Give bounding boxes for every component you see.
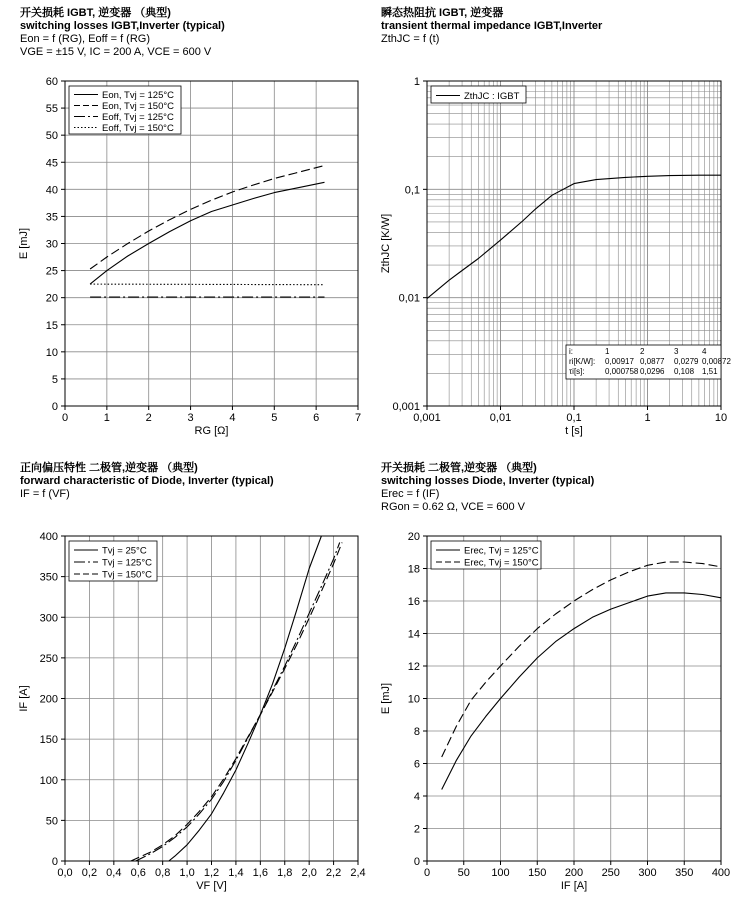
- chart-panel-2: [370, 0, 740, 455]
- y-tick-label: 0,001: [392, 401, 420, 413]
- y-tick-label: 45: [45, 157, 58, 170]
- x-tick-label: 100: [491, 867, 510, 879]
- x-tick-label: 0,6: [130, 867, 146, 879]
- x-tick-label: 2,4: [350, 867, 366, 879]
- y-tick-label: 400: [39, 531, 58, 543]
- x-tick-label: 0: [61, 412, 69, 424]
- params-table-cell: 0,00917: [605, 357, 634, 366]
- legend-label: Tvj = 125°C: [102, 557, 153, 569]
- y-tick-label: 0: [51, 401, 58, 413]
- y-tick-label: 35: [45, 211, 58, 224]
- y-tick-label: 150: [39, 734, 58, 747]
- y-tick-label: 20: [45, 292, 58, 305]
- grid: [65, 536, 358, 861]
- legend: [69, 541, 157, 581]
- x-tick-label: 1: [644, 412, 651, 424]
- y-tick-label: 12: [407, 661, 420, 673]
- header-line: VGE = ±15 V, IC = 200 A, VCE = 600 V: [20, 46, 212, 58]
- legend-label: Eoff, Tvj = 150°C: [102, 123, 174, 134]
- x-tick-label: 150: [528, 867, 547, 879]
- y-tick-label: 5: [51, 373, 58, 386]
- x-tick-label: 6: [313, 412, 320, 424]
- legend: [431, 541, 541, 569]
- x-tick-label: 3: [187, 412, 194, 424]
- series-line-2: [90, 166, 324, 270]
- x-tick-label: 5: [271, 412, 278, 424]
- y-tick-label: 14: [407, 628, 420, 641]
- header-line: transient thermal impedance IGBT,Inverter: [381, 20, 603, 32]
- y-tick-label: 30: [45, 238, 58, 251]
- header-line: switching losses Diode, Inverter (typical): [381, 475, 595, 487]
- params-table-cell: 0,000758: [605, 367, 639, 376]
- x-tick-label: 0,01: [489, 412, 512, 424]
- y-tick-label: 250: [39, 652, 58, 665]
- y-tick-label: 100: [39, 774, 58, 787]
- y-axis-label: ZthJC [K/W]: [380, 213, 392, 274]
- x-tick-label: 4: [229, 412, 236, 424]
- series-line-2: [442, 562, 721, 757]
- params-table-cell: i:: [569, 347, 573, 356]
- legend-label: Tvj = 25°C: [102, 545, 147, 557]
- y-tick-label: 20: [407, 531, 420, 543]
- y-tick-label: 16: [407, 596, 420, 608]
- x-tick-label: 0,4: [106, 867, 122, 879]
- x-tick-label: 0,8: [155, 867, 171, 879]
- legend-label: Eoff, Tvj = 125°C: [102, 112, 174, 123]
- x-tick-label: 1,0: [179, 867, 195, 879]
- y-tick-label: 6: [413, 758, 420, 771]
- y-tick-label: 0: [51, 856, 58, 868]
- y-tick-label: 4: [413, 791, 420, 803]
- x-tick-label: 0,1: [566, 412, 582, 424]
- params-table-cell: 1,51: [702, 367, 718, 376]
- header-line: Eon = f (RG), Eoff = f (RG): [20, 33, 151, 45]
- chart-svg-4: [370, 455, 740, 910]
- y-tick-label: 10: [45, 346, 58, 359]
- legend: [69, 86, 181, 134]
- x-tick-label: 2,2: [325, 867, 342, 879]
- y-tick-label: 55: [45, 103, 58, 116]
- series-line-1: [90, 182, 324, 284]
- params-table-cell: 0,0296: [640, 367, 665, 376]
- params-table-cell: 0,108: [674, 367, 695, 376]
- y-tick-label: 2: [413, 823, 420, 836]
- y-tick-label: 25: [45, 265, 58, 278]
- legend: [431, 86, 526, 103]
- x-tick-label: 1: [103, 412, 110, 424]
- y-tick-label: 0: [413, 856, 420, 868]
- x-tick-label: 0,0: [57, 867, 73, 879]
- x-tick-label: 50: [457, 867, 470, 879]
- x-tick-label: 0,001: [413, 412, 441, 424]
- legend-label: Erec, Tvj = 125°C: [464, 545, 539, 557]
- chart-panel-3: [0, 455, 370, 910]
- params-table-cell: τi[s]:: [569, 367, 585, 376]
- grid: [427, 536, 721, 861]
- chart-panel-1: [0, 0, 370, 455]
- x-tick-label: 2: [145, 412, 152, 424]
- params-table: [566, 345, 731, 379]
- x-tick-label: 250: [601, 867, 620, 879]
- y-axis-label: E [mJ]: [380, 682, 392, 715]
- x-tick-label: 400: [711, 867, 731, 879]
- y-tick-label: 0,1: [404, 184, 420, 197]
- legend-label: ZthJC : IGBT: [464, 91, 520, 102]
- header-line: switching losses IGBT,Inverter (typical): [20, 20, 225, 32]
- y-tick-label: 8: [413, 726, 420, 738]
- y-tick-label: 10: [407, 693, 420, 706]
- legend-label: Eon, Tvj = 150°C: [102, 101, 175, 112]
- chart-panel-4: [370, 455, 740, 910]
- header-line: 开关损耗 二极管,逆变器 （典型): [381, 462, 537, 474]
- chart-svg-3: [0, 455, 370, 910]
- params-table-cell: 1: [605, 347, 610, 356]
- header-line: 瞬态热阻抗 IGBT, 逆变器: [381, 7, 504, 19]
- y-tick-label: 60: [45, 76, 58, 88]
- x-tick-label: 10: [714, 412, 728, 424]
- x-axis-label: t [s]: [565, 425, 583, 437]
- params-table-cell: 4: [702, 347, 707, 356]
- y-tick-label: 18: [407, 563, 420, 576]
- y-axis-label: E [mJ]: [18, 227, 30, 260]
- header-line: Erec = f (IF): [381, 488, 440, 500]
- params-table-cell: 0,00872: [702, 357, 731, 366]
- y-tick-label: 300: [39, 612, 58, 625]
- params-table-cell: 3: [674, 347, 679, 356]
- x-tick-label: 200: [564, 867, 584, 879]
- legend-label: Tvj = 150°C: [102, 569, 153, 581]
- header-line: 开关损耗 IGBT, 逆变器 （典型): [20, 7, 171, 19]
- x-tick-label: 1,8: [277, 867, 293, 879]
- header-line: IF = f (VF): [20, 488, 70, 500]
- y-tick-label: 50: [45, 815, 58, 828]
- params-table-cell: ri[K/W]:: [569, 357, 596, 366]
- x-tick-label: 7: [354, 412, 362, 424]
- header-line: RGon = 0.62 Ω, VCE = 600 V: [381, 501, 525, 513]
- series-line-4: [90, 284, 324, 285]
- y-tick-label: 200: [39, 693, 58, 706]
- y-tick-label: 50: [45, 130, 58, 143]
- header-line: ZthJC = f (t): [381, 33, 440, 45]
- chart-svg-2: [370, 0, 740, 455]
- params-table-cell: 0,0877: [640, 357, 665, 366]
- y-tick-label: 0,01: [398, 292, 420, 305]
- y-tick-label: 1: [413, 76, 420, 88]
- x-tick-label: 1,6: [252, 867, 268, 879]
- legend-label: Eon, Tvj = 125°C: [102, 90, 175, 101]
- chart-svg-1: [0, 0, 370, 455]
- x-tick-label: 350: [675, 867, 694, 879]
- x-tick-label: 0: [423, 867, 431, 879]
- x-tick-label: 1,2: [203, 867, 220, 879]
- params-table-cell: 2: [640, 347, 645, 356]
- x-tick-label: 2,0: [301, 867, 317, 879]
- y-tick-label: 40: [45, 184, 58, 197]
- legend-label: Erec, Tvj = 150°C: [464, 557, 539, 569]
- y-tick-label: 350: [39, 571, 58, 584]
- series-line-1: [442, 593, 721, 790]
- x-axis-label: RG [Ω]: [194, 425, 229, 437]
- x-tick-label: 300: [638, 867, 657, 879]
- header-line: 正向偏压特性 二极管,逆变器 （典型): [20, 462, 198, 474]
- x-axis-label: IF [A]: [560, 880, 588, 892]
- y-tick-label: 15: [45, 319, 58, 332]
- x-tick-label: 1,4: [228, 867, 244, 879]
- y-axis-label: IF [A]: [18, 685, 30, 712]
- x-axis-label: VF [V]: [196, 880, 227, 892]
- x-tick-label: 0,2: [81, 867, 98, 879]
- header-line: forward characteristic of Diode, Inverter (typical): [20, 475, 274, 487]
- params-table-cell: 0,0279: [674, 357, 699, 366]
